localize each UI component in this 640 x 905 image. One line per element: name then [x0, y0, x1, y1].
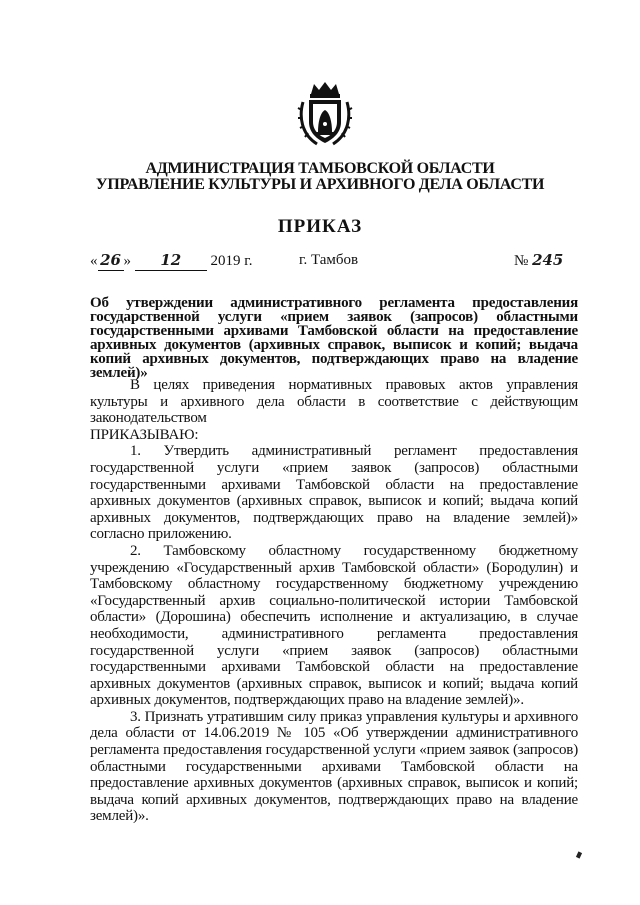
item-1: 1. Утвердить административный регламент предоставления государственной услуги «прием заявок (запросов) областными государственными архивами Тамбовской области на предоставление архивных документов (архивных справок, выписок и копий; выдача копий архивных документов, подтверждающих право на владение землей)» согласно приложению. [90, 443, 578, 543]
date-year: 2019 г. [210, 253, 253, 269]
document-type-title: ПРИКАЗ [277, 216, 363, 237]
date-month: 12 [135, 251, 207, 271]
order-word: ПРИКАЗЫВАЮ: [90, 426, 199, 443]
department-name: УПРАВЛЕНИЕ КУЛЬТУРЫ И АРХИВНОГО ДЕЛА ОБЛАСТИ [95, 176, 545, 193]
number-prefix: № [514, 253, 529, 269]
coat-of-arms-icon [297, 80, 353, 148]
item-2: 2. Тамбовскому областному государственному бюджетному учреждению «Государственный архив Тамбовской области» (Бородулин) и Тамбовскому областному государственному бюджетному учреждению «Государственный архив социально-политической истории Тамбовской области» (Дорошина) обеспечить исполнение и актуализацию, в случае необходимости, административного регламента предоставления государственной услуги «прием заявок (запросов) областными государственными архивами Тамбовской области на предоставление архивных документов (архивных справок, выписок и копий; выдача копий архивных документов, подтверждающих право на владение землей)». [90, 542, 578, 709]
date-quote-close: » [123, 253, 131, 269]
preamble: В целях приведения нормативных правовых актов управления культуры и архивного дела области в соответствие с действующим законодательством [90, 377, 578, 427]
number-value: 245 [532, 251, 564, 269]
organization-name: АДМИНИСТРАЦИЯ ТАМБОВСКОЙ ОБЛАСТИ [145, 160, 495, 177]
pen-mark [576, 851, 582, 858]
date-quote-open: « [90, 253, 98, 269]
order-body [90, 377, 578, 825]
item-3: 3. Признать утратившим силу приказ управления культуры и архивного дела области от 14.06.2019 № 105 «Об утверждении административного регламента предоставления государственной услуги «прием заявок (запросов) областными государственными архивами Тамбовской области на предоставление архивных документов (архивных справок, выписок и копий; выдача копий архивных документов, подтверждающих право на владение землей)». [90, 708, 578, 825]
order-number [514, 251, 563, 270]
order-subject: Об утверждении административного регламента предоставления государственной услуги «прием заявок (запросов) областными государственными архивами Тамбовской области на предоставление архивных документов (архивных справок, выписок и копий; выдача копий архивных документов, подтверждающих право на владение землей)» [90, 295, 578, 381]
date-day: 26 [98, 251, 124, 271]
city: г. Тамбов [299, 252, 359, 268]
order-date [90, 251, 252, 271]
